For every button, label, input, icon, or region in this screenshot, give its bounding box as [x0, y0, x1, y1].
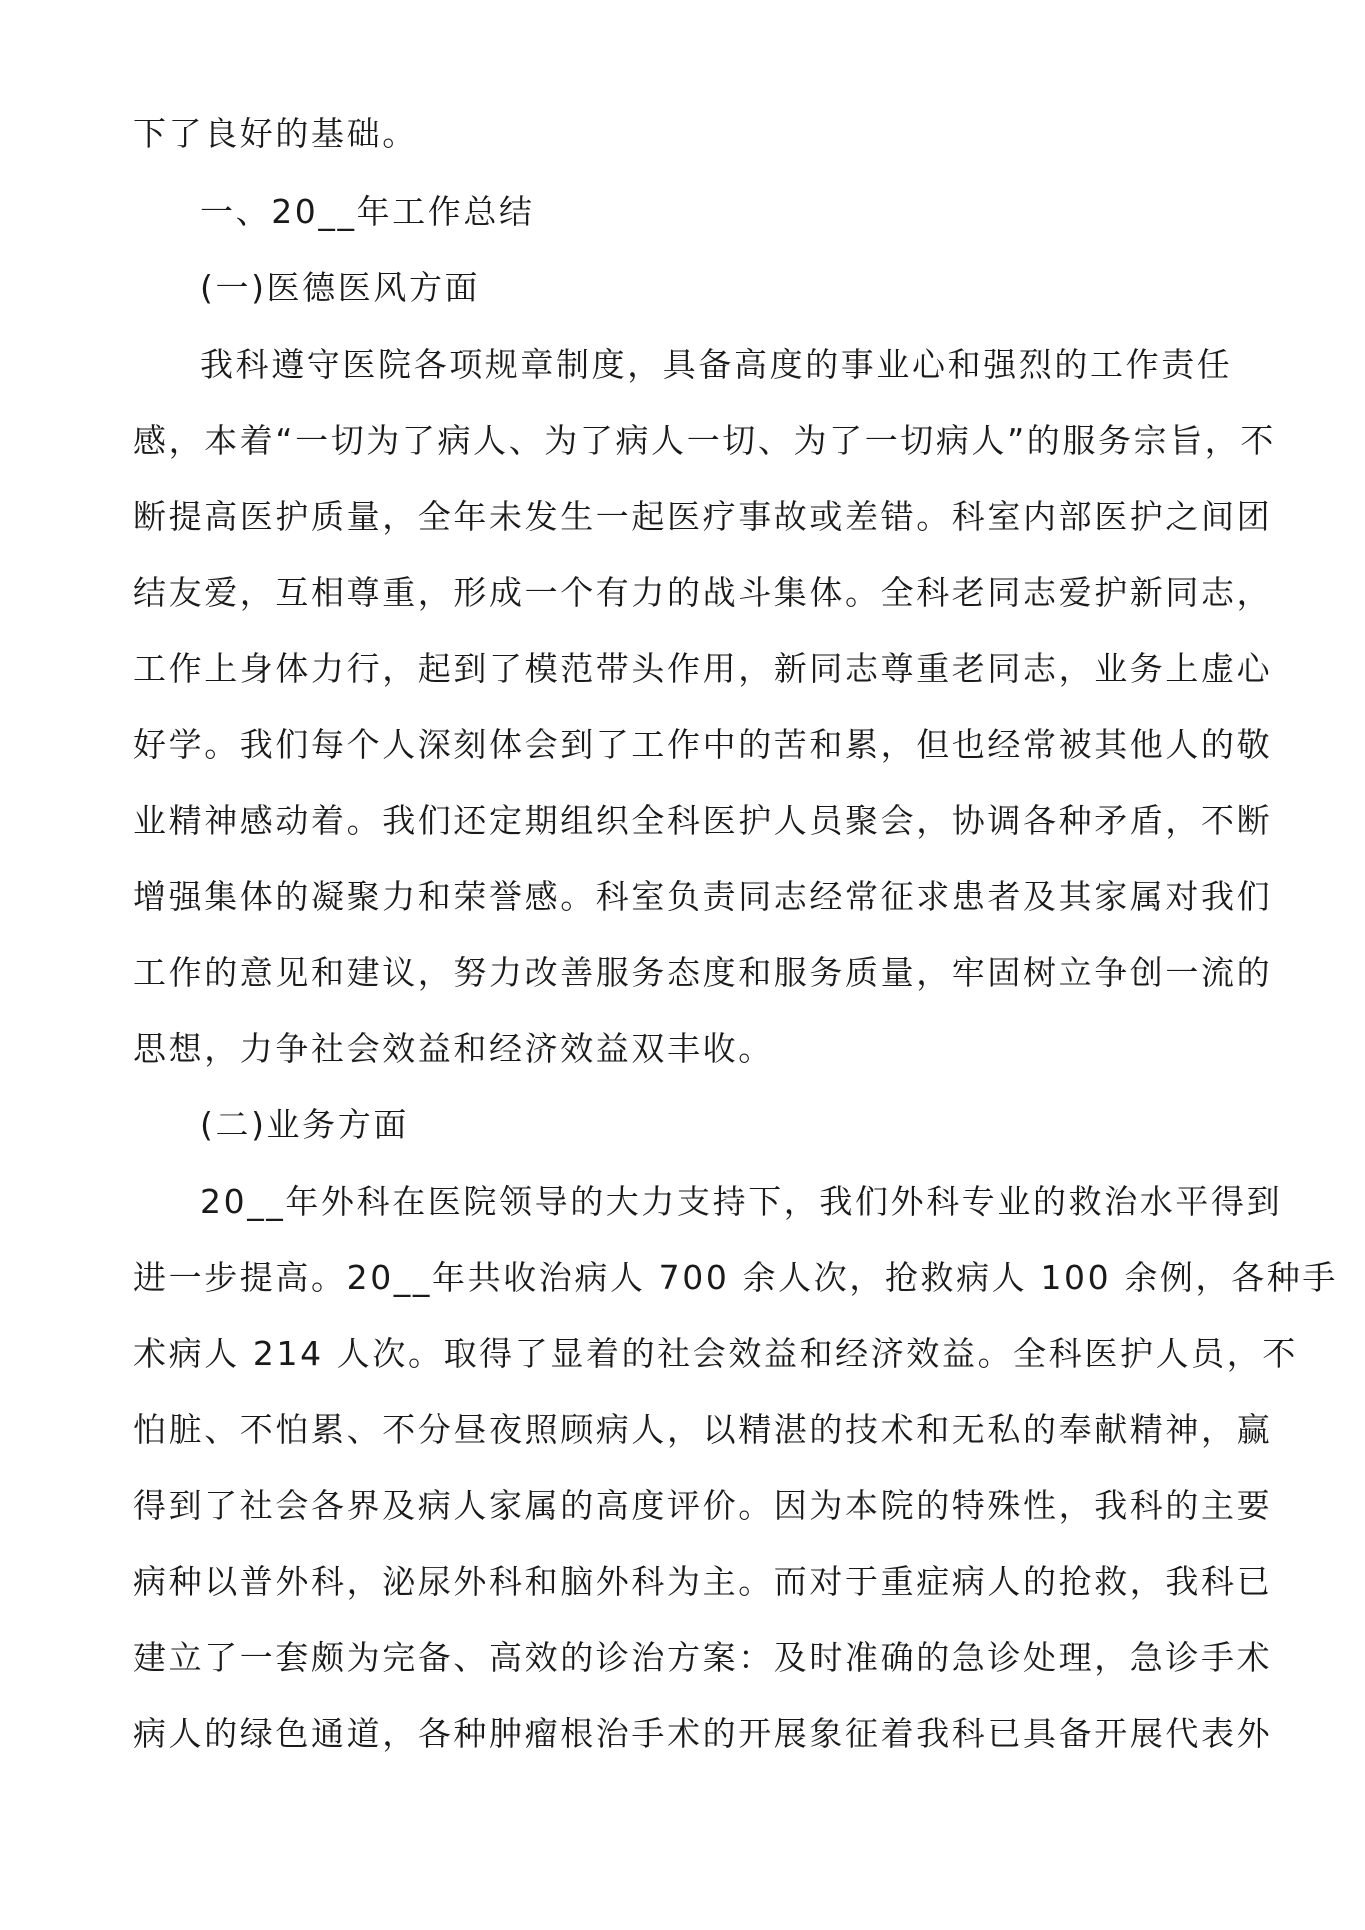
paragraph-line: 断提高医护质量，全年未发生一起医疗事故或差错。科室内部医护之间团 — [133, 497, 1273, 536]
paragraph-line: 进一步提高。20__年共收治病人 700 余人次，抢救病人 100 余例，各种手 — [133, 1258, 1338, 1297]
subsection-heading-business: (二)业务方面 — [200, 1105, 409, 1144]
paragraph-line: 感，本着“一切为了病人、为了病人一切、为了一切病人”的服务宗旨，不 — [133, 421, 1276, 460]
paragraph-line: 建立了一套颇为完备、高效的诊治方案：及时准确的急诊处理，急诊手术 — [133, 1638, 1273, 1677]
paragraph-line: 思想，力争社会效益和经济效益双丰收。 — [133, 1029, 774, 1068]
paragraph-line: 20__年外科在医院领导的大力支持下，我们外科专业的救治水平得到 — [200, 1182, 1283, 1221]
paragraph-line: 业精神感动着。我们还定期组织全科医护人员聚会，协调各种矛盾，不断 — [133, 801, 1273, 840]
paragraph-line: 工作上身体力行，起到了模范带头作用，新同志尊重老同志，业务上虚心 — [133, 649, 1273, 688]
subsection-heading-medical-ethics: (一)医德医风方面 — [200, 268, 481, 307]
paragraph-line: 好学。我们每个人深刻体会到了工作中的苦和累，但也经常被其他人的敬 — [133, 725, 1273, 764]
paragraph-line: 增强集体的凝聚力和荣誉感。科室负责同志经常征求患者及其家属对我们 — [133, 877, 1273, 916]
paragraph-line: 结友爱，互相尊重，形成一个有力的战斗集体。全科老同志爱护新同志， — [133, 573, 1273, 612]
paragraph-line: 得到了社会各界及病人家属的高度评价。因为本院的特殊性，我科的主要 — [133, 1486, 1273, 1525]
paragraph-line: 病人的绿色通道，各种肿瘤根治手术的开展象征着我科已具备开展代表外 — [133, 1714, 1273, 1753]
paragraph-line: 工作的意见和建议，努力改善服务态度和服务质量，牢固树立争创一流的 — [133, 953, 1273, 992]
paragraph-line: 术病人 214 人次。取得了显着的社会效益和经济效益。全科医护人员，不 — [133, 1334, 1298, 1373]
paragraph-line: 我科遵守医院各项规章制度，具备高度的事业心和强烈的工作责任 — [200, 345, 1233, 384]
paragraph-line: 怕脏、不怕累、不分昼夜照顾病人，以精湛的技术和无私的奉献精神，赢 — [133, 1410, 1273, 1449]
paragraph-continuation-line: 下了良好的基础。 — [133, 114, 418, 153]
paragraph-line: 病种以普外科，泌尿外科和脑外科为主。而对于重症病人的抢救，我科已 — [133, 1562, 1273, 1601]
section-heading: 一、20__年工作总结 — [200, 192, 535, 231]
